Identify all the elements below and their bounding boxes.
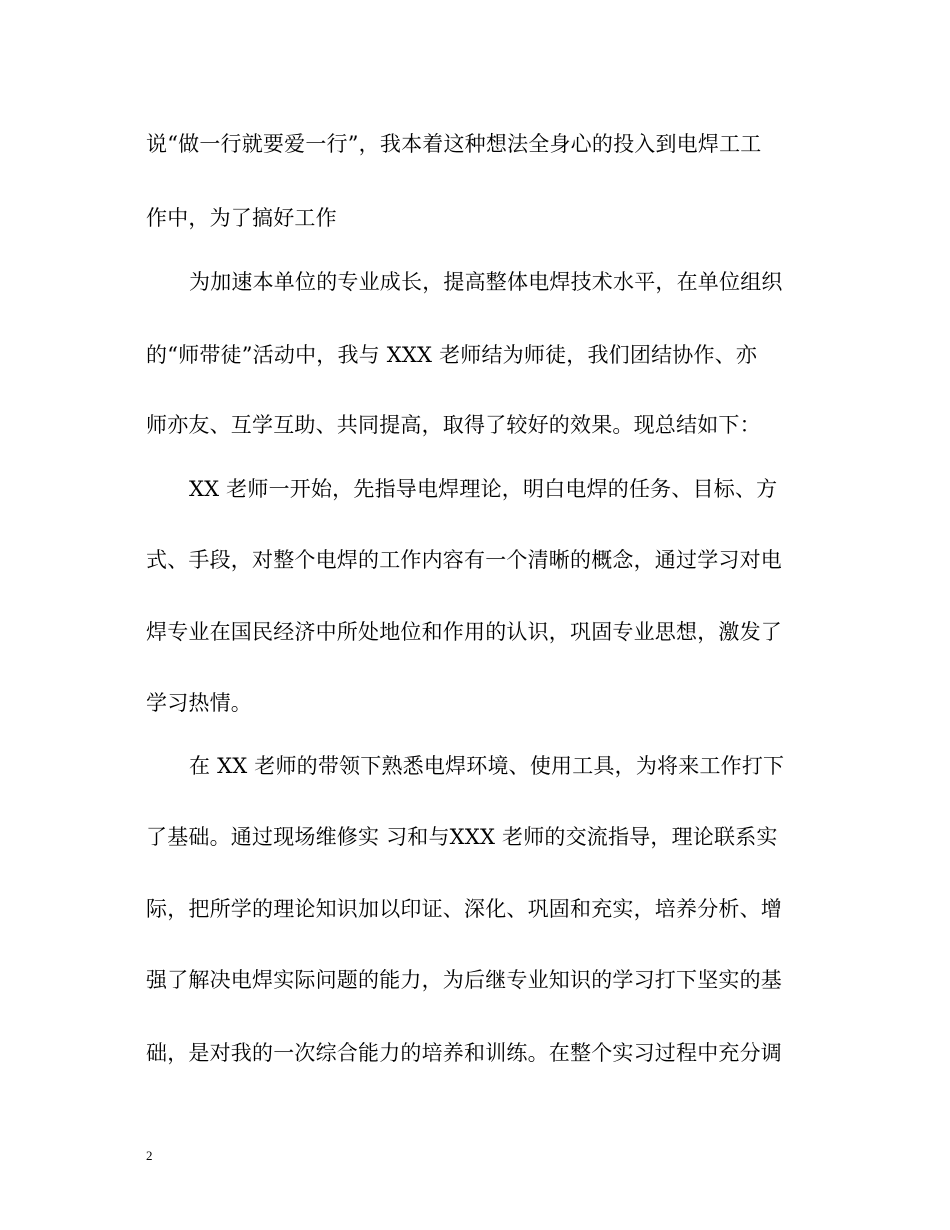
text-line: 式、手段，对整个电焊的工作内容有一个清晰的概念，通过学习对电 <box>146 548 782 572</box>
text-line: 了基础。通过现场维修实 习和与XXX 老师的交流指导，理论联系实 <box>146 825 778 849</box>
text-line: 际，把所学的理论知识加以印证、深化、巩固和充实，培养分析、增 <box>146 897 782 921</box>
text-line: 学习热情。 <box>146 691 252 715</box>
text-line: 础，是对我的一次综合能力的培养和训练。在整个实习过程中充分调 <box>146 1041 782 1065</box>
paragraph-start-line: 在 XX 老师的带领下熟悉电焊环境、使用工具，为将来工作打下 <box>189 754 785 778</box>
paragraph-start-line: XX 老师一开始，先指导电焊理论，明白电焊的任务、目标、方 <box>189 477 778 501</box>
text-line: 强了解决电焊实际问题的能力，为后继专业知识的学习打下坚实的基 <box>146 968 782 992</box>
text-line: 说“做一行就要爱一行”，我本着这种想法全身心的投入到电焊工工 <box>146 132 762 156</box>
page-number: 2 <box>146 1148 153 1163</box>
text-line: 焊专业在国民经济中所处地位和作用的认识，巩固专业思想，激发了 <box>146 620 782 644</box>
paragraph-start-line: 为加速本单位的专业成长，提高整体电焊技术水平，在单位组织 <box>189 270 783 294</box>
text-line: 师亦友、互学互助、共同提高，取得了较好的效果。现总结如下： <box>146 413 761 437</box>
text-line: 作中，为了搞好工作 <box>146 206 337 230</box>
text-line: 的“师带徒”活动中，我与 XXX 老师结为师徒，我们团结协作、亦 <box>146 343 758 367</box>
